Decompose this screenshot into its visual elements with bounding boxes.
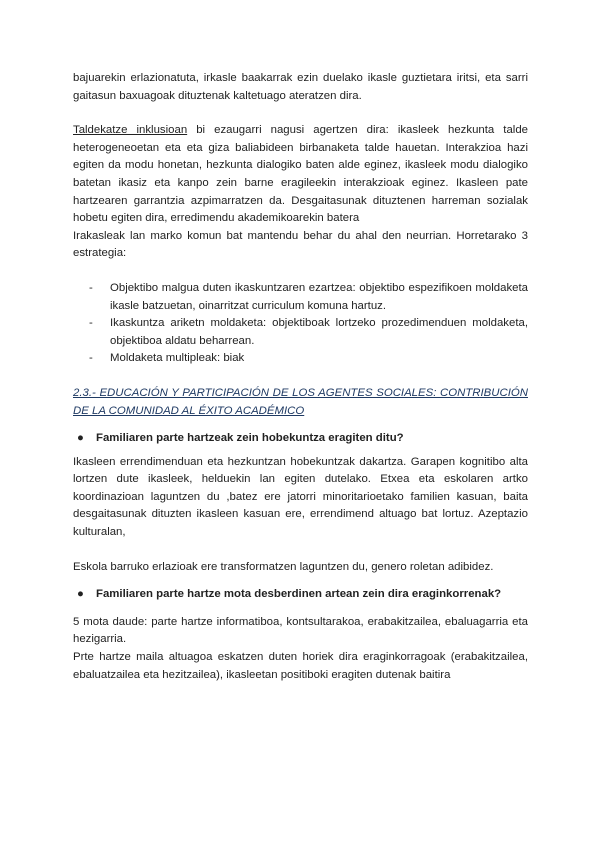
bullet-icon: ● (77, 588, 84, 601)
list-item-text: Moldaketa multipleak: biak (110, 352, 245, 365)
underlined-term: Taldekatze inklusioan (73, 124, 188, 137)
paragraph-taldekatze (73, 122, 528, 228)
question-one (73, 430, 528, 448)
dash-marker: - (89, 281, 93, 294)
question-two-text: Familiaren parte hartze mota desberdinen artean zein dira eraginkorrenak? (96, 588, 502, 601)
paragraph-intro: bajuarekin erlazionatuta, irkasle baakarrak ezin duelako ikasle guztietara iritsi, eta sarri gaitasun baxuagoak dituztenak kaltetuago ateratzen dira. (73, 72, 528, 102)
list-item (73, 280, 528, 315)
list-item-text: Objektibo malgua duten ikaskuntzaren ezartzea: objektibo espezifikoen moldaketa ikasle batzuetan, oinarritzat curriculum komuna hartuz. (110, 281, 528, 312)
list-item-text: Ikaskuntza ariketn moldaketa: objektiboak lortzeko prozedimenduen moldaketa, objektiboa aldatu beharrean. (110, 317, 528, 347)
bullet-icon: ● (77, 432, 84, 445)
answer-two-extra: Prte hartze maila altuagoa eskatzen duten horiek dira eraginkorragoak (erabakitzailea, ebaluatzailea eta hezitzailea), ikasleetan positiboki eragiten dutenak baitira (73, 651, 528, 681)
question-one-text: Familiaren parte hartzeak zein hobekuntza eragiten ditu? (96, 432, 404, 445)
strategy-list (73, 280, 528, 368)
answer-one-extra: Eskola barruko erlazioak ere transformatzen laguntzen du, genero roletan adibidez. (73, 560, 494, 573)
question-two (73, 586, 528, 604)
dash-marker: - (89, 317, 93, 330)
document-page (73, 70, 528, 684)
answer-one: Ikasleen errendimenduan eta hezkuntzan hobekuntzak dakartza. Garapen kognitibo alta lortzen dute ikasleek, helduekin lan egiten dutelako. Etxea eta eskolaren artko koordinazioan laguntzen du ,batez ere jatorri minoritarioetako familien kasuan, baita desgaitasunak dituzten ikasleen kasuan ere, errendimend altuago bat lortuz. Azeptazio kulturalan, (73, 455, 528, 539)
paragraph-taldekatze-text: bi ezaugarri nagusi agertzen dira: ikasleek hezkunta talde heterogeneoetan eta eta giza baliabideen birbanaketa talde hauetan. Interakzioa hazi egiten da modu honetan, hezkunta dialogiko baten alde eginez, ikasleek modu dialogiko batetan ikasiz eta kanpo zein barne eragileekin interakzioak eginez. Ikasleen pate hartzearen garrantzia azpimarratzen da. Desgaitasunak dituztenen harreman sozialak hobetu egiten dira, erredimendu akademikoarekin batera (73, 124, 528, 225)
list-item (73, 350, 528, 368)
section-heading: 2.3.- EDUCACIÓN Y PARTICIPACIÓN DE LOS AGENTES SOCIALES: CONTRIBUCIÓN DE LA COMUNIDAD AL ÉXITO ACADÉMICO (73, 386, 528, 417)
dash-marker: - (89, 352, 93, 365)
answer-two: 5 mota daude: parte hartze informatiboa, kontsultarakoa, erabakitzailea, ebaluagarria eta hezigarria. (73, 615, 528, 646)
paragraph-irakasleak: Irakasleak lan marko komun bat mantendu behar du ahal den neurrian. Horretarako 3 estrategia: (73, 229, 528, 260)
list-item (73, 315, 528, 350)
